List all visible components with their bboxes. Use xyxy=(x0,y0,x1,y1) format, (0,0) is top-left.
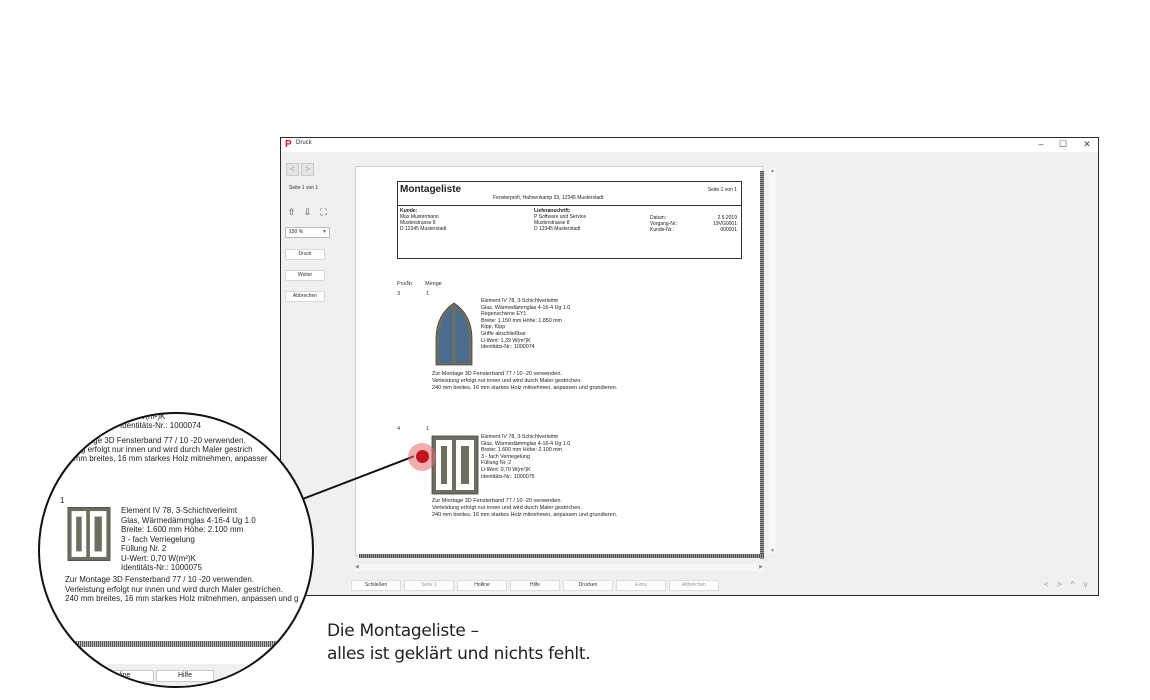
customer-address xyxy=(400,208,446,232)
position-number: 3 xyxy=(397,291,401,297)
position-quantity: 1 xyxy=(426,291,430,297)
spec-line: Glas, Wärmedämmglas 4-16-4 Ug 1.0 xyxy=(481,440,571,447)
minimize-button[interactable]: – xyxy=(1038,139,1044,149)
meta-value: 2.5.2019 xyxy=(717,215,737,221)
header-divider xyxy=(398,205,741,206)
customer-line: D 12345 Musterstadt xyxy=(400,226,447,232)
note-line: Zur Montage 3D Fensterband 77 / 10 -20 verwenden. xyxy=(432,498,562,504)
document-page xyxy=(355,166,763,556)
note-line: Zur Montage 3D Fensterband 77 / 10 -20 verwenden. xyxy=(65,575,254,584)
mag-page-shadow xyxy=(40,641,314,647)
vertical-scrollbar[interactable] xyxy=(769,168,776,554)
highlight-marker-core xyxy=(416,450,429,463)
weiter-button[interactable]: Weiter xyxy=(285,270,325,281)
spec-line: Breite: 1.600 mm Höhe: 2.100 mm xyxy=(121,525,244,534)
position-spec xyxy=(481,434,570,480)
caption-line-2: alles ist geklärt und nichts fehlt. xyxy=(327,644,591,664)
title-bar xyxy=(281,138,1098,152)
position-number: 4 xyxy=(397,426,401,432)
mag-spec xyxy=(121,506,256,573)
meta-labels xyxy=(650,215,678,233)
customer-label: Kunde: xyxy=(400,208,418,214)
customer-line: Max Mustermann xyxy=(400,214,439,220)
drucken-button[interactable]: Drucken xyxy=(563,580,613,591)
page-shadow-bottom xyxy=(359,554,764,558)
mag-position-number: 1 xyxy=(60,496,65,505)
position-quantity: 1 xyxy=(426,426,430,432)
spec-line: Regenschiene EY1 xyxy=(481,311,527,318)
spec-line: Element IV 78, 3-Schichtverleimt xyxy=(481,434,558,440)
mag-toolbar xyxy=(40,664,314,688)
note-line: Verleistung erfolgt nur innen und wird durch Maler gestrichen. xyxy=(432,505,582,511)
abbrechen-button[interactable]: Abbrechen xyxy=(285,291,325,302)
document-page-number: Seite 1 von 1 xyxy=(707,187,737,193)
meta-label: Datum: xyxy=(650,215,667,221)
pager-down-icon[interactable]: v xyxy=(1083,580,1088,589)
page-count: Seite 1 von 1 xyxy=(289,185,319,191)
document-title: Montageliste xyxy=(400,184,462,195)
pager-next-icon[interactable]: > xyxy=(1057,580,1062,589)
zoom-select[interactable] xyxy=(285,227,330,238)
pager-prev-icon[interactable]: < xyxy=(1044,580,1049,589)
mag-line: ntage 3D Fensterband 77 / 10 -20 verwenden. xyxy=(82,436,246,445)
prev-page-button[interactable]: < xyxy=(286,163,299,176)
scroll-up-icon[interactable]: ▲ xyxy=(770,168,775,174)
page-shadow-right xyxy=(760,171,764,559)
spec-line: Identitäts-Nr.: 1000075 xyxy=(121,563,202,572)
maximize-button[interactable]: ☐ xyxy=(1058,139,1068,149)
zoom-value: 150 % xyxy=(289,229,304,235)
spec-line: Breite: 1.600 mm Höhe: 2.100 mm xyxy=(481,447,562,454)
spec-line: Griffe abschließbar xyxy=(481,330,526,337)
seite-button[interactable]: Seite 1 xyxy=(404,580,454,591)
delivery-label: Lieferanschrift: xyxy=(534,208,571,214)
door-element-icon xyxy=(431,435,479,495)
mag-line: 0 mm breites, 16 mm starkes Holz mitnehmen, anpasser xyxy=(67,454,268,463)
app-logo-icon: P xyxy=(285,139,292,150)
spec-line: Identitäts-Nr.: 1000074 xyxy=(481,344,535,351)
position-note xyxy=(432,371,617,392)
door-element-icon xyxy=(67,506,111,562)
spec-line: U-Wert: 1,39 W(m²)K xyxy=(481,337,531,344)
note-line: Verleistung erfolgt nur innen und wird durch Maler gestrichen. xyxy=(432,378,582,384)
note-line: 240 mm breites, 16 mm starkes Holz mitnehmen, anpassen und grundieren. xyxy=(432,512,618,518)
close-button[interactable]: ✕ xyxy=(1083,139,1091,149)
company-address: Fensterprofi, Hahnenkamp 33, 12345 Musterstadt xyxy=(493,195,604,201)
delivery-line: Musterstrasse 8 xyxy=(534,220,570,226)
delivery-line: P Software und Service xyxy=(534,214,587,220)
note-line: Verleistung erfolgt nur innen und wird durch Maler gestrichen. xyxy=(65,584,283,594)
caption-line-1: Die Montageliste – xyxy=(327,621,479,641)
scroll-left-icon[interactable]: ◀ xyxy=(355,564,359,570)
arched-window-icon xyxy=(434,301,474,367)
position-spec xyxy=(481,298,570,351)
meta-value: 000001 xyxy=(720,227,737,233)
mag-hilfe-button[interactable]: Hilfe xyxy=(156,670,214,682)
caption xyxy=(327,620,590,666)
customer-line: Musterstrasse 8 xyxy=(400,220,436,226)
spec-line: Element IV 78, 3-Schichtverleimt xyxy=(121,506,238,515)
spec-line: U-Wert: 0,70 W(m²)K xyxy=(481,466,531,473)
window-title: Druck xyxy=(296,140,312,146)
meta-label: Kunde-Nr.: xyxy=(650,227,674,233)
toolbar-abbrechen-button[interactable]: Abbrechen xyxy=(669,580,719,591)
spec-line: Füllung Nr. 2 xyxy=(481,460,512,467)
meta-value: 19VG0001 xyxy=(713,221,737,227)
mag-line: Identitäts-Nr.: 1000074 xyxy=(120,421,201,430)
mag-hotline-button[interactable]: line xyxy=(96,670,154,682)
spec-line: 3 - fach Verriegelung xyxy=(481,453,530,460)
spec-line: Identitäts-Nr.: 1000075 xyxy=(481,473,535,480)
mag-line: ung erfolgt nur innen und wird durch Maler gestrich xyxy=(72,445,253,454)
spec-line: Kipp, Kipp xyxy=(481,324,506,331)
spec-line: Füllung Nr. 2 xyxy=(121,544,167,553)
schliessen-button[interactable]: Schließen xyxy=(351,580,401,591)
spec-line: Breite: 1.150 mm Höhe: 1.850 mm xyxy=(481,317,562,324)
column-header-qty: Menge xyxy=(425,281,442,287)
document-header xyxy=(397,181,742,259)
arrow-up-icon[interactable]: ⇧ xyxy=(287,207,296,217)
spec-line: Glas, Wärmedämmglas 4-16-4 Ug 1.0 xyxy=(481,304,571,311)
spec-line: U-Wert: 0,70 W(m²)K xyxy=(121,553,196,563)
pager-up-icon[interactable]: ^ xyxy=(1070,580,1075,589)
meta-values xyxy=(713,215,737,233)
magnifier-callout xyxy=(38,412,314,688)
druck-button[interactable]: Druck xyxy=(285,249,325,260)
delivery-address xyxy=(534,208,586,232)
meta-label: Vorgang-Nr.: xyxy=(650,221,679,227)
spec-line: Element IV 78, 3-Schichtverleimt xyxy=(481,298,558,304)
note-line: 240 mm breites, 16 mm starkes Holz mitnehmen, anpassen und g xyxy=(65,594,299,603)
next-page-button[interactable]: > xyxy=(301,163,314,176)
note-line: Zur Montage 3D Fensterband 77 / 10 -20 verwenden. xyxy=(432,371,562,377)
mag-line: 1,39 W(m²)K xyxy=(120,412,166,421)
horizontal-scrollbar[interactable] xyxy=(355,564,763,571)
column-header-pos: PosNr. xyxy=(397,281,414,287)
scroll-right-icon[interactable]: ▶ xyxy=(759,564,763,570)
position-note xyxy=(432,498,617,519)
note-line: 240 mm breites, 16 mm starkes Holz mitnehmen, anpassen und grundieren. xyxy=(432,385,618,391)
hilfe-button[interactable]: Hilfe xyxy=(510,580,560,591)
bottom-toolbar xyxy=(281,580,1098,592)
delivery-line: D 12345 Musterstadt xyxy=(534,226,581,232)
scroll-down-icon[interactable]: ▼ xyxy=(770,548,775,554)
fit-page-icon[interactable]: ⛶ xyxy=(320,207,327,217)
print-window xyxy=(280,137,1099,596)
arrow-down-icon[interactable]: ⇩ xyxy=(303,207,312,217)
chevron-down-icon: ▼ xyxy=(322,229,327,235)
spec-line: 3 - fach Verriegelung xyxy=(121,534,195,544)
spec-line: Glas, Wärmedämmglas 4-16-4 Ug 1.0 xyxy=(121,515,256,525)
extra-button[interactable]: Extra xyxy=(616,580,666,591)
hotline-button[interactable]: Hotline xyxy=(457,580,507,591)
mag-note xyxy=(65,575,298,604)
